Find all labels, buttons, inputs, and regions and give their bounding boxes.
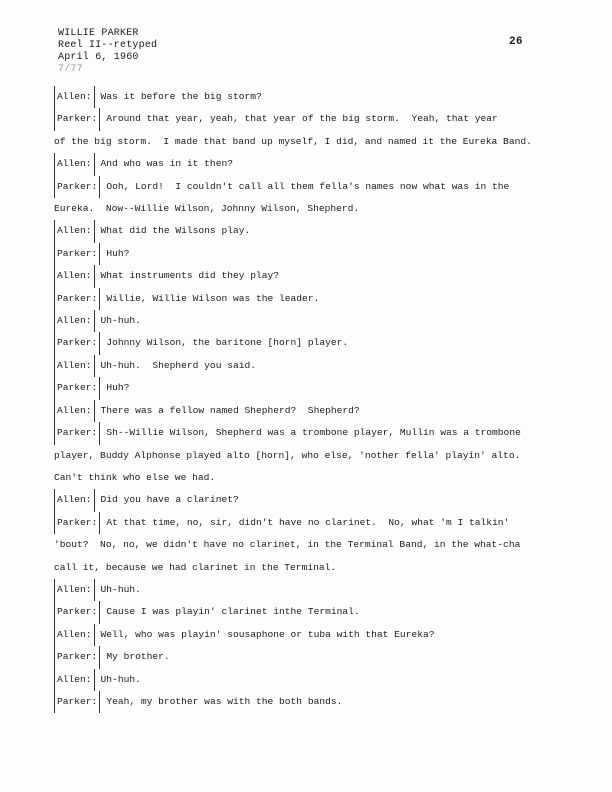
speaker-label: Parker:	[54, 422, 100, 444]
utterance-text: Uh-huh.	[100, 583, 141, 595]
speaker-label: Allen:	[54, 265, 95, 287]
transcript-entry	[54, 108, 574, 153]
transcript-entry	[54, 646, 574, 668]
interview-date: April 6, 1960	[58, 52, 139, 63]
utterance-text: Willie, Willie Wilson was the leader.	[106, 292, 320, 304]
utterance-text: What instruments did they play?	[100, 270, 280, 282]
utterance-text: What did the Wilsons play.	[100, 225, 251, 237]
utterance-text: Sh--Willie Wilson, Shepherd was a trombone player, Mullin was a trombone player, Buddy Alphonse played alto [horn], who else, 'nother fella' playin' alto. Can't think who else we had.	[54, 427, 521, 483]
transcript-entry	[54, 489, 574, 511]
utterance-text: Well, who was playin' sousaphone or tuba with that Eureka?	[100, 628, 435, 640]
transcript-entry	[54, 310, 574, 332]
utterance-text: At that time, no, sir, didn't have no clarinet. No, what 'm I talkin' 'bout? No, no, we didn't have no clarinet, in the Terminal Band, in the what-cha call it, because we had clarinet in the Terminal.	[54, 516, 521, 573]
transcript-entry	[54, 377, 574, 399]
speaker-label: Allen:	[54, 669, 95, 691]
transcript-entry	[54, 243, 574, 265]
transcript-entry	[54, 332, 574, 354]
speaker-label: Allen:	[54, 400, 95, 422]
speaker-label: Allen:	[54, 310, 95, 332]
utterance-text: Uh-huh. Shepherd you said.	[100, 359, 256, 371]
transcript	[54, 86, 574, 713]
speaker-label: Parker:	[54, 176, 100, 198]
transcript-entry	[54, 512, 574, 579]
speaker-label: Parker:	[54, 243, 100, 265]
transcript-entry	[54, 153, 574, 175]
utterance-text: Did you have a clarinet?	[100, 494, 239, 506]
speaker-label: Allen:	[54, 355, 95, 377]
transcript-entry	[54, 422, 574, 489]
transcript-entry	[54, 400, 574, 422]
speaker-label: Parker:	[54, 288, 100, 310]
utterance-text: Huh?	[106, 247, 130, 259]
speaker-label: Parker:	[54, 691, 100, 713]
transcript-entry	[54, 288, 574, 310]
speaker-label: Allen:	[54, 489, 95, 511]
transcript-entry	[54, 669, 574, 691]
utterance-text: Cause I was playin' clarinet inthe Terminal.	[106, 606, 360, 618]
speaker-label: Allen:	[54, 153, 95, 175]
transcript-entry	[54, 265, 574, 287]
utterance-text: Uh-huh.	[100, 315, 141, 327]
speaker-label: Parker:	[54, 332, 100, 354]
speaker-label: Allen:	[54, 220, 95, 242]
utterance-text: Huh?	[106, 382, 130, 394]
reel-label: Reel II--retyped	[58, 40, 158, 51]
utterance-text: There was a fellow named Shepherd? Shepherd?	[100, 404, 360, 416]
transcript-entry	[54, 355, 574, 377]
utterance-text: And who was in it then?	[100, 158, 233, 170]
speaker-label: Parker:	[54, 108, 100, 130]
speaker-label: Allen:	[54, 579, 95, 601]
document-header	[58, 28, 157, 76]
speaker-label: Parker:	[54, 377, 100, 399]
interviewee-name: WILLIE PARKER	[58, 28, 139, 39]
transcript-entry	[54, 691, 574, 713]
speaker-label: Parker:	[54, 512, 100, 534]
utterance-text: Around that year, yeah, that year of the big storm. Yeah, that year of the big storm. I made that band up myself, I did, and named it the Eureka Band.	[54, 113, 532, 147]
utterance-text: Was it before the big storm?	[100, 91, 262, 102]
utterance-text: My brother.	[106, 651, 170, 663]
utterance-text: Ooh, Lord! I couldn't call all them fella's names now what was in the Eureka. Now--Willie Wilson, Johnny Wilson, Shepherd.	[54, 180, 510, 215]
speaker-label: Allen:	[54, 624, 95, 646]
speaker-label: Parker:	[54, 646, 100, 668]
utterance-text: Johnny Wilson, the baritone [horn] player.	[106, 337, 349, 349]
transcript-entry	[54, 579, 574, 601]
transcript-entry	[54, 176, 574, 221]
page-number: 26	[509, 36, 523, 48]
transcript-entry	[54, 601, 574, 623]
transcript-entry	[54, 86, 574, 108]
utterance-text: Uh-huh.	[100, 673, 141, 685]
faint-annotation: 7/77	[58, 64, 83, 75]
transcript-entry	[54, 220, 574, 242]
utterance-text: Yeah, my brother was with the both bands.	[106, 695, 343, 707]
transcript-entry	[54, 624, 574, 646]
speaker-label: Allen:	[54, 86, 95, 108]
speaker-label: Parker:	[54, 601, 100, 623]
